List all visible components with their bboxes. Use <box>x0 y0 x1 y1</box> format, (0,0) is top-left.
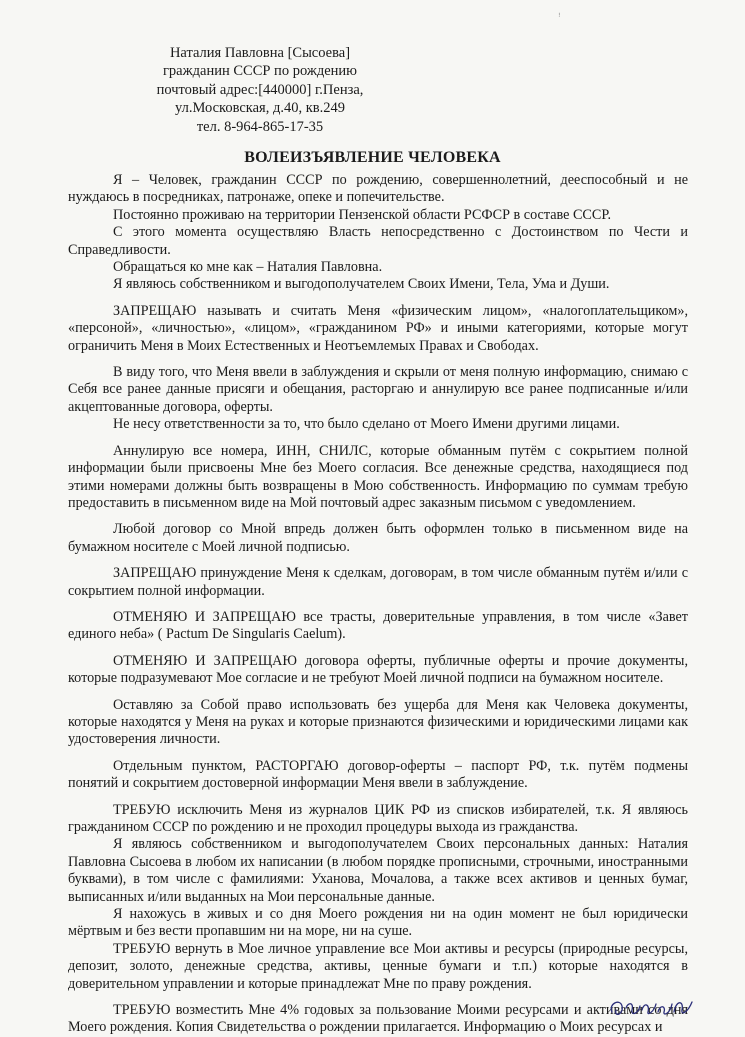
document-title: ВОЛЕИЗЪЯВЛЕНИЕ ЧЕЛОВЕКА <box>244 149 501 166</box>
handwritten-signature <box>606 990 696 1024</box>
paragraph: Любой договор со Мной впредь должен быть оформлен только в письменном виде на бумажном носителе с Моей личной подписью. <box>68 521 688 555</box>
paragraph: ТРЕБУЮ вернуть в Мое личное управление все Мои активы и ресурсы (природные ресурсы, депозит, золото, денежные средства, активы, ценные бумаги и т.п.) которые находятся в доверительном управлении и которые принадлежат Мне по праву рождения. <box>68 940 688 992</box>
paragraph: Я являюсь собственником и выгодополучателем Своих Имени, Тела, Ума и Души. <box>113 276 610 293</box>
sender-header <box>140 44 380 136</box>
paragraph: ОТМЕНЯЮ И ЗАПРЕЩАЮ договора оферты, публичные оферты и прочие документы, которые подразумевают Мое согласие и не требуют Моей личной подписи на бумажном носителе. <box>68 652 688 687</box>
paragraph: Я являюсь собственником и выгодополучателем Своих персональных данных: Наталия Павловна Сысоева в любом их написании (в любом порядке прописными, строчными, иностранными буквами), в том числе с фамилиями: Уханова, Мочалова, а также всех активов и ценных бумаг, выписанных и/или выданных на Мои персональные данные. <box>68 836 688 905</box>
sender-phone: тел. 8-964-865-17-35 <box>196 118 324 135</box>
paragraph: ЗАПРЕЩАЮ называть и считать Меня «физическим лицом», «налогоплательщиком», «персоной», «личностью», «лицом», «гражданином РФ» и иными категориями, которые могут ограничить Меня в Моих Естественных и Неотъемлемых Правах и Свободах. <box>68 302 688 354</box>
paragraph: Не несу ответственности за то, что было сделано от Моего Имени другими лицами. <box>113 416 620 433</box>
paragraph: Обращаться ко мне как – Наталия Павловна. <box>113 259 383 276</box>
paragraph: Оставляю за Собой право использовать без ущерба для Меня как Человека документы, которые находятся у Меня на руках и которые признаются физическими и юридическими лицами как удостоверения личности. <box>68 696 688 748</box>
paragraph: ТРЕБУЮ возместить Мне 4% годовых за пользование Моими ресурсами и активами со дня Моего рождения. Копия Свидетельства о рождении прилагается. Информацию о Моих ресурсах и <box>68 1002 688 1036</box>
paragraph: Постоянно проживаю на территории Пензенской области РСФСР в составе СССР. <box>113 206 612 223</box>
paragraph: Я нахожусь в живых и со дня Моего рождения ни на один момент не был юридически мёртвым и без вести пропавшим ни на море, ни на суше. <box>68 906 688 940</box>
sender-citizenship: гражданин СССР по рождению <box>162 63 358 80</box>
sender-name: Наталия Павловна [Сысоева] <box>169 45 351 61</box>
paragraph: Я – Человек, гражданин СССР по рождению, совершеннолетний, дееспособный и не нуждаюсь в посредниках, патронаже, опеке и попечительстве. <box>68 172 688 206</box>
paragraph: С этого момента осуществляю Власть непосредственно с Достоинством по Чести и Справедливости. <box>68 224 688 258</box>
paragraph: Отдельным пунктом, РАСТОРГАЮ договор-оферты – паспорт РФ, т.к. путём подмены понятий и сокрытием достоверной информации Меня ввели в заблуждение. <box>68 757 688 792</box>
sender-address-line1: почтовый адрес:[440000] г.Пенза, <box>156 81 364 98</box>
paragraph: ТРЕБУЮ исключить Меня из журналов ЦИК РФ из списков избирателей, т.к. Я являюсь гражданином СССР по рождению и не проходил процедуры выхода из гражданства. <box>68 801 688 835</box>
document-body <box>68 172 688 1037</box>
paragraph: В виду того, что Меня ввели в заблуждения и скрыли от меня полную информацию, снимаю с Себя все ранее данные присяги и обещания, расторгаю и аннулирую все ранее подписанные и/или акцептованные договора, оферты. <box>68 364 688 415</box>
paragraph: ЗАПРЕЩАЮ принуждение Меня к сделкам, договорам, в том числе обманным путём и/или с сокрытием полной информации. <box>68 565 688 599</box>
scan-mark: ꜝ <box>558 12 561 23</box>
sender-address-line2: ул.Московская, д.40, кв.249 <box>174 100 345 117</box>
paragraph: Аннулирую все номера, ИНН, СНИЛС, которые обманным путём с сокрытием полной информации были присвоены Мне без Моего согласия. Все денежные средства, находящиеся под этими номерами должны быть возвращены в Мою собственность. Информацию по суммам требую предоставить в письменном виде на Мой почтовый адрес заказным письмом с уведомлением. <box>68 442 688 511</box>
paragraph: ОТМЕНЯЮ И ЗАПРЕЩАЮ все трасты, доверительные управления, в том числе «Завет единого неба» ( Pactum De Singularis Caelum). <box>68 608 688 643</box>
